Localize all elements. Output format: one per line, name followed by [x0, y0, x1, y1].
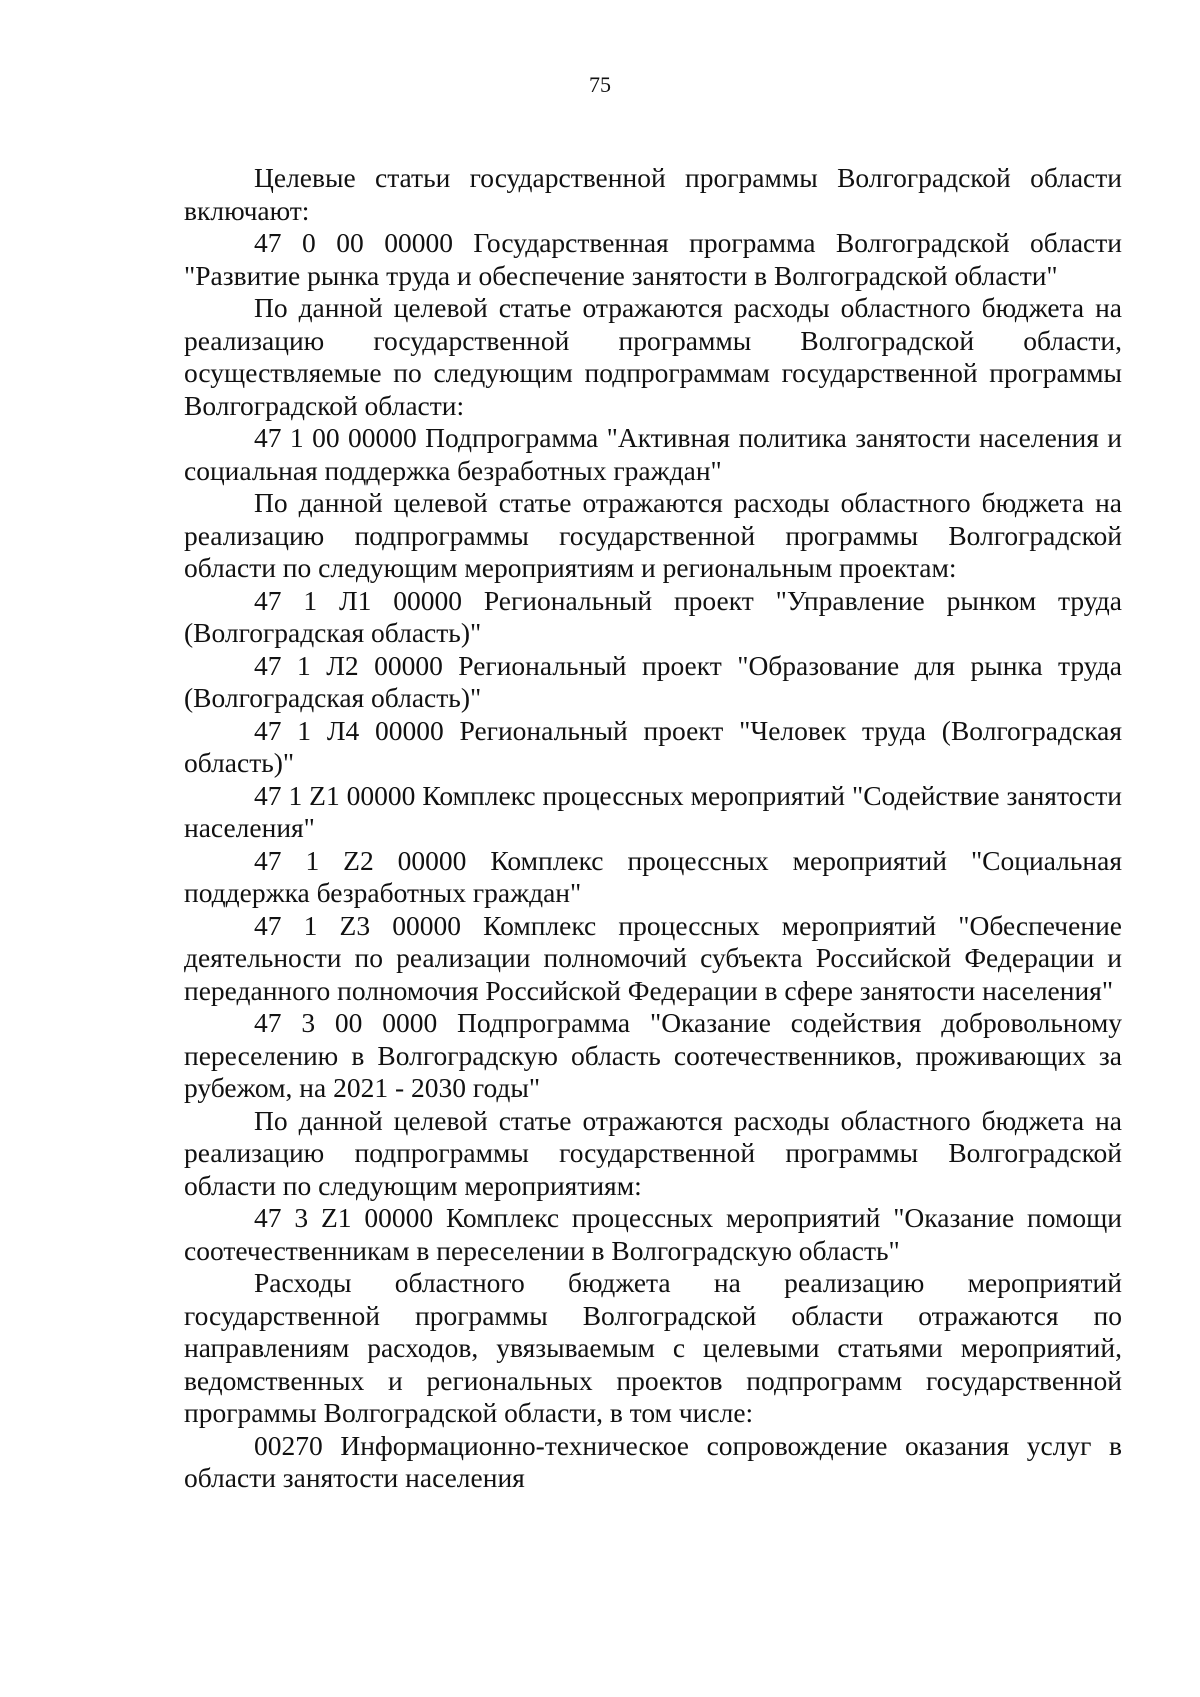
paragraph-program-expenses: По данной целевой статье отражаются расходы областного бюджета на реализацию государственной программы Волгоградской области, осуществляемые по следующим подпрограммам государственной программы Волгоградской области:	[184, 292, 1122, 421]
paragraph-expense-directions: Расходы областного бюджета на реализацию мероприятий государственной программы Волгоградской области отражаются по направлениям расходов, увязываемым с целевыми статьями мероприятий, ведомственных и региональных проектов подпрограмм государственной программы Волгоградской области, в том числе:	[184, 1267, 1122, 1428]
paragraph-intro: Целевые статьи государственной программы Волгоградской области включают:	[184, 162, 1122, 226]
paragraph-subprogram-1-expenses: По данной целевой статье отражаются расходы областного бюджета на реализацию подпрограммы государственной программы Волгоградской области по следующим мероприятиям и региональным проектам:	[184, 487, 1122, 583]
paragraph-direction-00270: 00270 Информационно-техническое сопровождение оказания услуг в области занятости населения	[184, 1429, 1122, 1493]
document-body	[184, 162, 1122, 1495]
paragraph-subprogram-47-3: 47 3 00 0000 Подпрограмма "Оказание содействия добровольному переселению в Волгоградскую область соотечественников, проживающих за рубежом, на 2021 - 2030 годы"	[184, 1007, 1122, 1103]
paragraph-project-l2: 47 1 Л2 00000 Региональный проект "Образование для рынка труда (Волгоградская область)"	[184, 649, 1122, 713]
page-number: 75	[589, 72, 611, 97]
paragraph-program-47-0: 47 0 00 00000 Государственная программа Волгоградской области "Развитие рынка труда и обеспечение занятости в Волгоградской области"	[184, 227, 1122, 291]
paragraph-complex-z3: 47 1 Z3 00000 Комплекс процессных мероприятий "Обеспечение деятельности по реализации полномочий субъекта Российской Федерации и переданного полномочия Российской Федерации в сфере занятости населения"	[184, 909, 1122, 1006]
paragraph-project-l4: 47 1 Л4 00000 Региональный проект "Человек труда (Волгоградская область)"	[184, 714, 1122, 778]
paragraph-complex-z1: 47 1 Z1 00000 Комплекс процессных мероприятий "Содействие занятости населения"	[184, 779, 1122, 843]
paragraph-subprogram-3-expenses: По данной целевой статье отражаются расходы областного бюджета на реализацию подпрограммы государственной программы Волгоградской области по следующим мероприятиям:	[184, 1104, 1122, 1201]
paragraph-complex-47-3-z1: 47 3 Z1 00000 Комплекс процессных мероприятий "Оказание помощи соотечественникам в переселении в Волгоградскую область"	[184, 1202, 1122, 1266]
paragraph-complex-z2: 47 1 Z2 00000 Комплекс процессных мероприятий "Социальная поддержка безработных граждан"	[184, 844, 1122, 908]
paragraph-subprogram-47-1: 47 1 00 00000 Подпрограмма "Активная политика занятости населения и социальная поддержка безработных граждан"	[184, 422, 1122, 486]
paragraph-project-l1: 47 1 Л1 00000 Региональный проект "Управление рынком труда (Волгоградская область)"	[184, 584, 1122, 648]
